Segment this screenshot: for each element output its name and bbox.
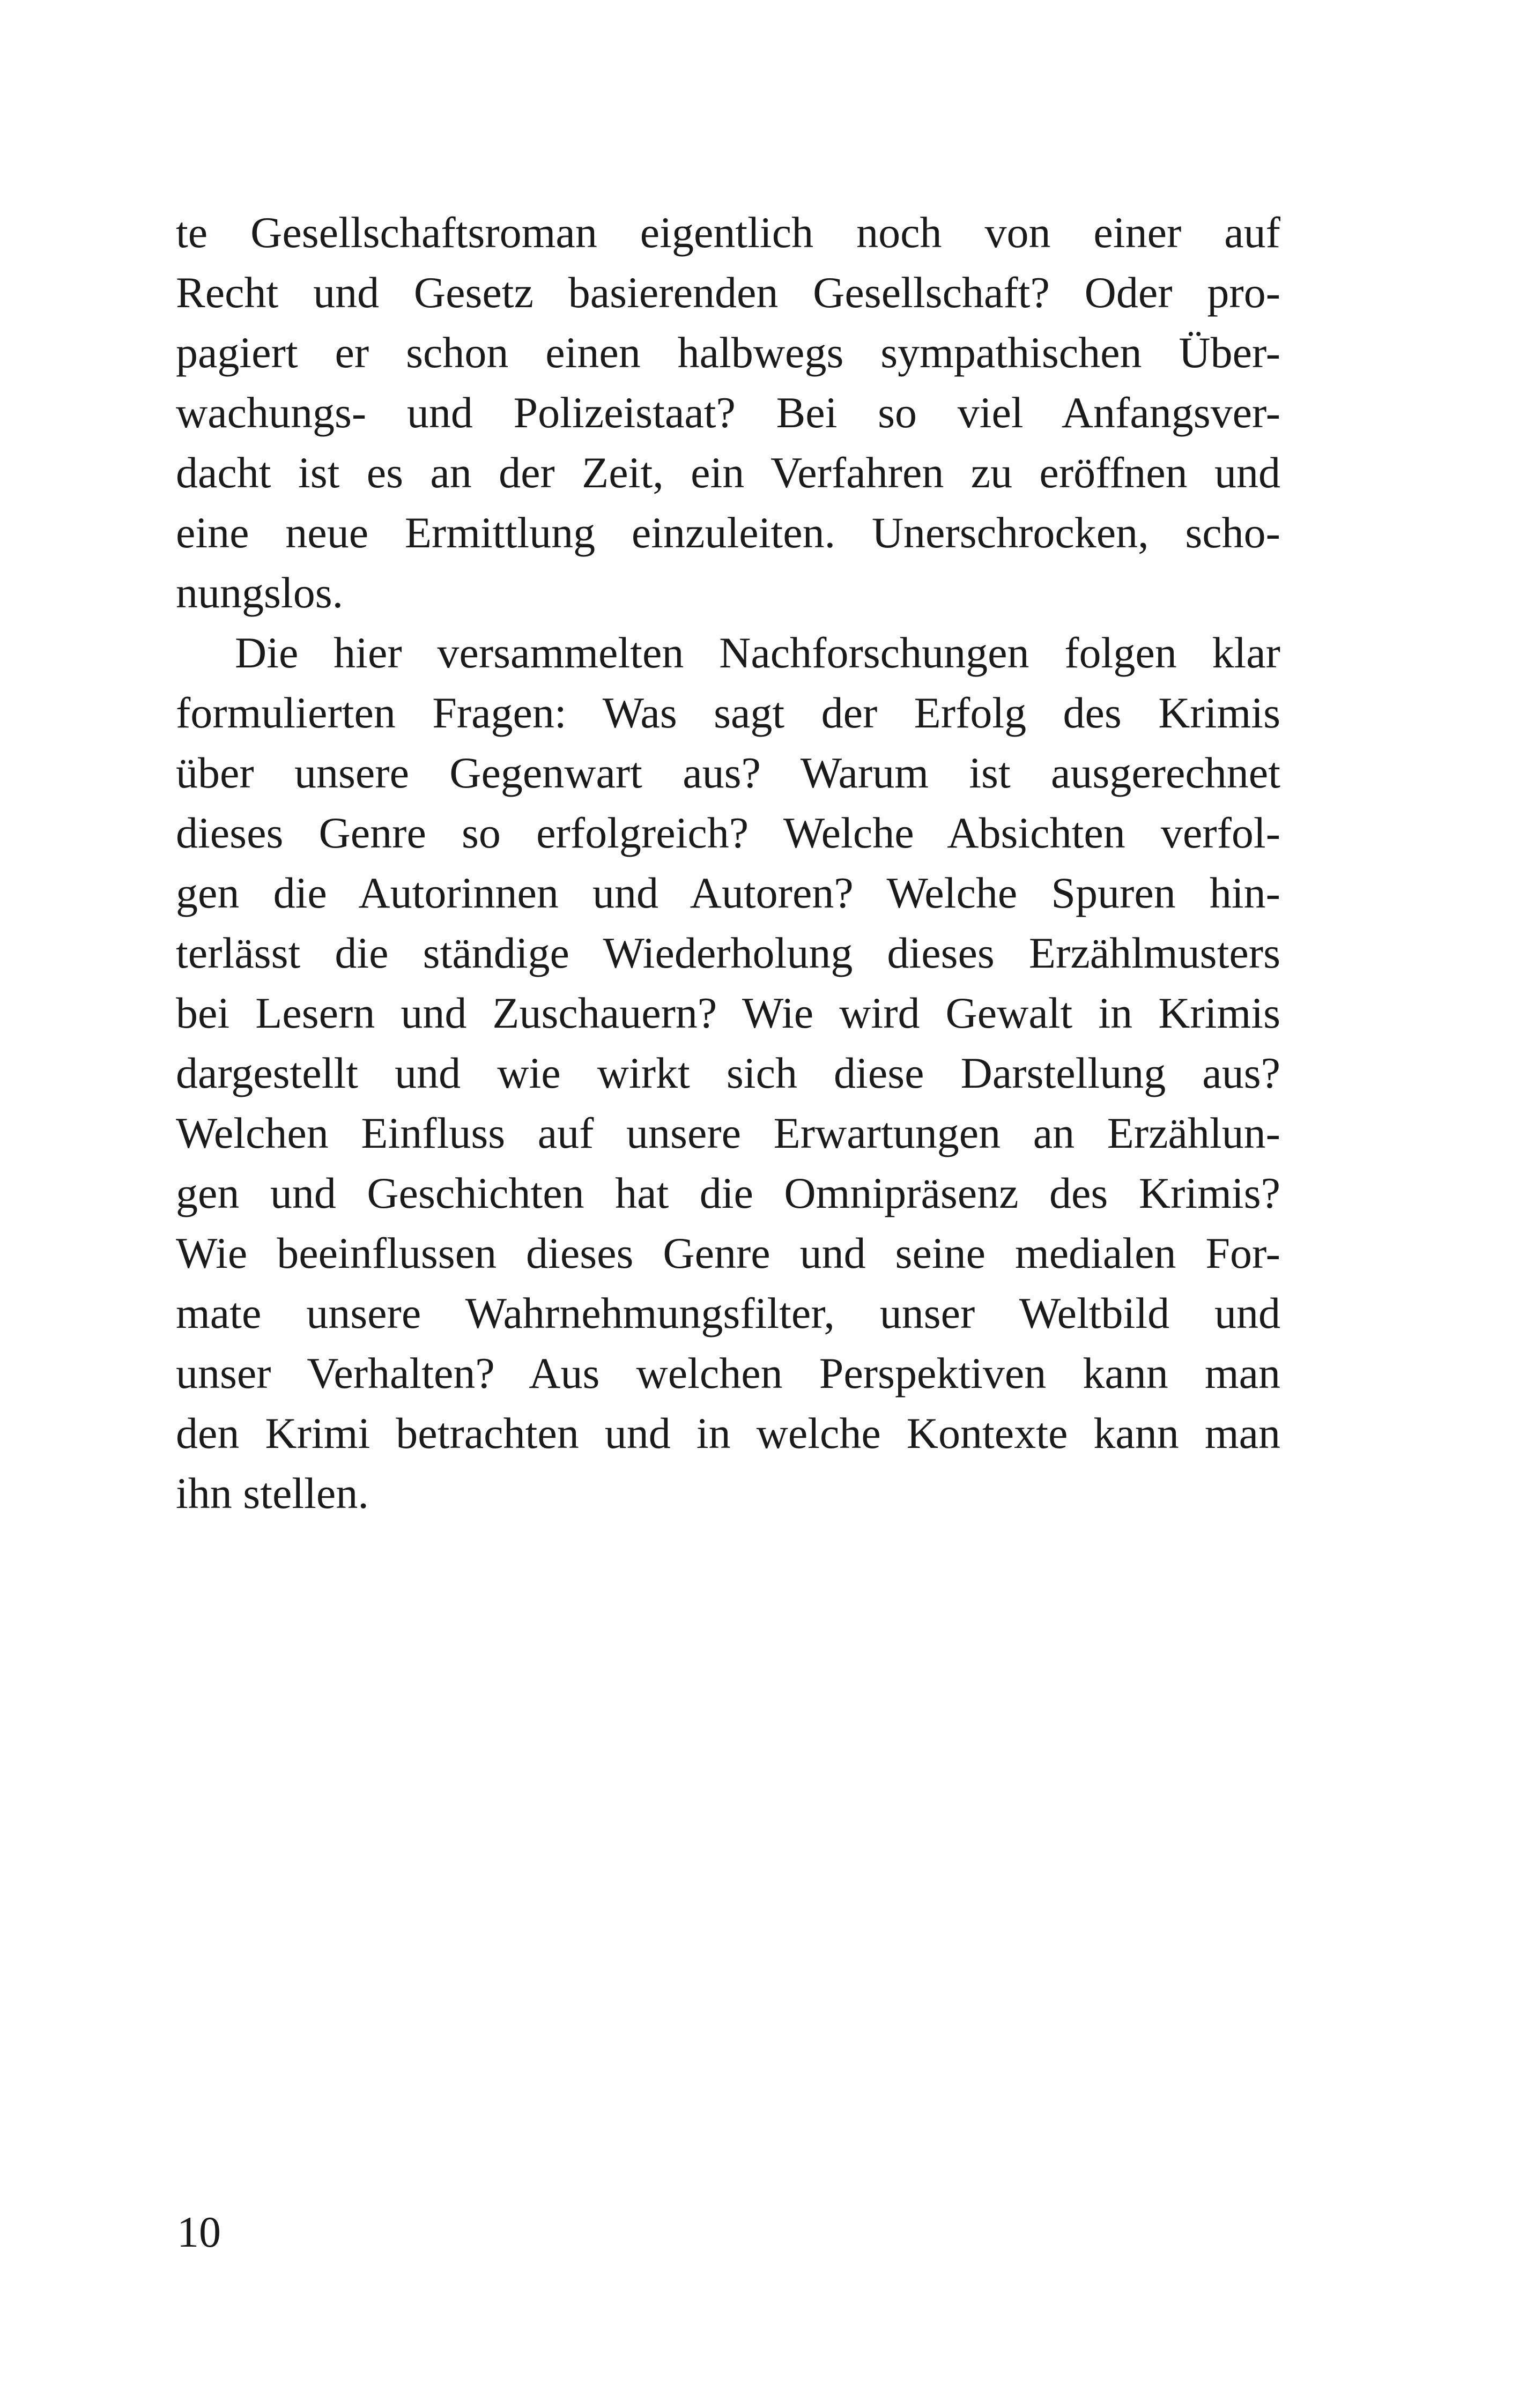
text-line: terlässt die ständige Wiederholung dieses Erzählmusters [176, 928, 1280, 977]
text-line: gen die Autorinnen und Autoren? Welche Spuren hin- [176, 868, 1280, 917]
text-line: den Krimi betrachten und in welche Kontexte kann man [176, 1409, 1280, 1458]
text-line: dargestellt und wie wirkt sich diese Darstellung aus? [176, 1049, 1280, 1097]
text-line: bei Lesern und Zuschauern? Wie wird Gewalt in Krimis [176, 989, 1280, 1037]
text-line: dieses Genre so erfolgreich? Welche Absichten verfol- [176, 808, 1280, 857]
text-line: gen und Geschichten hat die Omnipräsenz des Krimis? [176, 1169, 1280, 1217]
text-line: pagiert er schon einen halbwegs sympathischen Über- [176, 328, 1280, 377]
text-line: mate unsere Wahrnehmungsfilter, unser Weltbild und [176, 1289, 1280, 1337]
text-line: te Gesellschaftsroman eigentlich noch von einer auf [176, 208, 1280, 257]
text-line: Die hier versammelten Nachforschungen folgen klar [235, 628, 1280, 677]
text-line: formulierten Fragen: Was sagt der Erfolg des Krimis [176, 688, 1280, 737]
body-text [176, 203, 1280, 1523]
text-line: wachungs- und Polizeistaat? Bei so viel Anfangsver- [176, 388, 1280, 437]
text-line: Wie beeinflussen dieses Genre und seine medialen For- [176, 1229, 1280, 1277]
text-line: eine neue Ermittlung einzuleiten. Unerschrocken, scho- [176, 508, 1280, 557]
text-line: ihn stellen. [176, 1469, 369, 1518]
text-line: nungslos. [176, 568, 344, 617]
page-number: 10 [177, 2208, 221, 2256]
text-line: dacht ist es an der Zeit, ein Verfahren zu eröffnen und [176, 448, 1280, 497]
text-line: unser Verhalten? Aus welchen Perspektiven kann man [176, 1349, 1280, 1398]
text-line: Recht und Gesetz basierenden Gesellschaft? Oder pro- [176, 268, 1280, 317]
text-line: Welchen Einfluss auf unsere Erwartungen an Erzählun- [176, 1109, 1280, 1157]
text-line: über unsere Gegenwart aus? Warum ist ausgerechnet [176, 748, 1280, 797]
